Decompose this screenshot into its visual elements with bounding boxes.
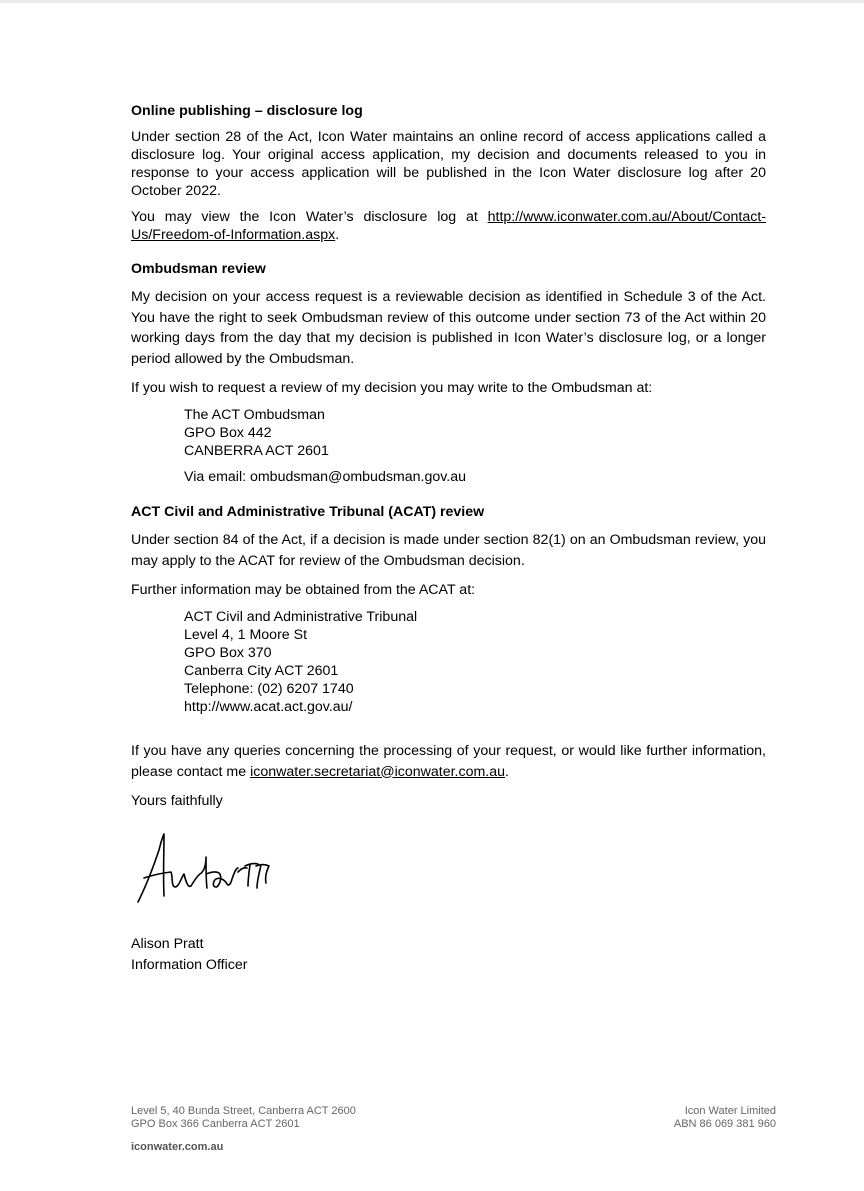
disclosure-log-link[interactable]: http://www.iconwater.com.au/About/Contact-Us/Freedom-of-Information.aspx <box>131 209 766 243</box>
publishing-paragraph-2 <box>131 208 766 244</box>
signatory-name: Alison Pratt <box>131 936 204 952</box>
footer-address <box>131 1105 356 1131</box>
secretariat-email-link[interactable]: iconwater.secretariat@iconwater.com.au <box>250 763 506 780</box>
signoff: Yours faithfully <box>131 793 223 809</box>
page-top-border <box>0 0 864 3</box>
ombudsman-address <box>184 406 329 460</box>
queries-suffix: . <box>505 763 509 780</box>
acat-address-line: GPO Box 370 <box>184 645 272 661</box>
footer-website[interactable]: iconwater.com.au <box>131 1141 224 1153</box>
publishing-paragraph-2-prefix: You may view the Icon Water’s disclosure log at <box>131 209 488 225</box>
signatory-title: Information Officer <box>131 957 248 973</box>
footer-abn: ABN 86 069 381 960 <box>673 1118 776 1130</box>
publishing-paragraph-2-suffix: . <box>335 227 340 243</box>
section-heading-publishing: Online publishing – disclosure log <box>131 103 363 119</box>
acat-paragraph-2: Further information may be obtained from the ACAT at: <box>131 582 476 598</box>
footer-address-line: GPO Box 366 Canberra ACT 2601 <box>131 1118 300 1130</box>
acat-address-line: Telephone: (02) 6207 1740 <box>184 681 354 697</box>
acat-address-line: http://www.acat.act.gov.au/ <box>184 699 353 715</box>
ombudsman-address-line: The ACT Ombudsman <box>184 407 325 423</box>
queries-text: If you have any queries concerning the processing of your request, or would like further information, please contact me <box>131 743 766 780</box>
acat-address <box>184 608 417 716</box>
ombudsman-address-line: GPO Box 442 <box>184 425 272 441</box>
handwritten-signature <box>131 830 311 910</box>
ombudsman-email: Via email: ombudsman@ombudsman.gov.au <box>184 469 467 485</box>
ombudsman-address-line: CANBERRA ACT 2601 <box>184 443 329 459</box>
acat-paragraph-1: Under section 84 of the Act, if a decision is made under section 82(1) on an Ombudsman review, you may apply to the ACAT for review of the Ombudsman decision. <box>131 532 766 569</box>
queries-paragraph <box>131 741 766 782</box>
ombudsman-paragraph-1: My decision on your access request is a reviewable decision as identified in Schedule 3 of the Act. You have the right to seek Ombudsman review of this outcome under section 73 of the Act within 20 working days from the day that my decision is published in Icon Water’s disclosure log, or a longer period allowed by the Ombudsman. <box>131 289 766 367</box>
footer-company <box>674 1105 776 1131</box>
footer-company-name: Icon Water Limited <box>684 1105 776 1117</box>
acat-address-line: ACT Civil and Administrative Tribunal <box>184 609 418 625</box>
acat-address-line: Canberra City ACT 2601 <box>184 663 339 679</box>
section-heading-acat: ACT Civil and Administrative Tribunal (ACAT) review <box>131 504 485 520</box>
publishing-paragraph-1: Under section 28 of the Act, Icon Water maintains an online record of access applications called a disclosure log. Your original access application, my decision and documents released to you in response to your access application will be published in the Icon Water disclosure log after 20 October 2022. <box>131 129 766 199</box>
acat-address-line: Level 4, 1 Moore St <box>184 627 308 643</box>
ombudsman-paragraph-2: If you wish to request a review of my decision you may write to the Ombudsman at: <box>131 380 653 396</box>
section-heading-ombudsman: Ombudsman review <box>131 261 266 277</box>
footer-address-line: Level 5, 40 Bunda Street, Canberra ACT 2600 <box>131 1105 356 1117</box>
